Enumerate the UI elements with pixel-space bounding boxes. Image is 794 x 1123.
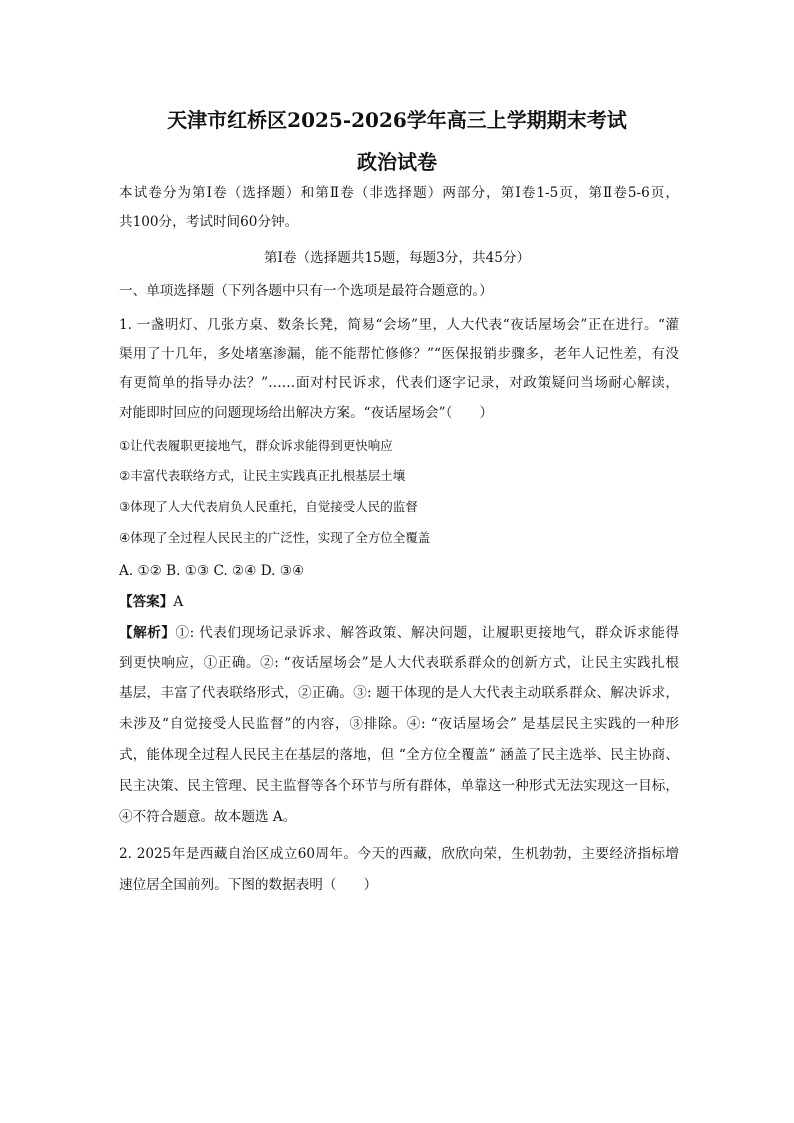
q1-stem-line-4: 对能即时回应的问题现场给出解决方案。“夜话屋场会”（ ） xyxy=(119,405,494,421)
analysis-label: 【解析】 xyxy=(119,625,176,641)
q1-option-3: ③体现了人大代表肩负人民重托，自觉接受人民的监督 xyxy=(119,499,418,514)
answer-value: A xyxy=(173,594,184,610)
q1-analysis-line-4: 未涉及“自觉接受人民监督”的内容，③排除。④: “夜话屋场会” 是基层民主实践的一种形 xyxy=(119,716,679,732)
q1-analysis-line-7: ④不符合题意。故本题选 A。 xyxy=(119,809,297,825)
q1-analysis-line-3: 基层，丰富了代表联络形式，②正确。③: 题干体现的是人大代表主动联系群众、解决诉求， xyxy=(119,685,679,701)
q1-stem-line-2: 渠用了十几年，多处堵塞渗漏，能不能帮忙修修？”“医保报销步骤多，老年人记性差，有没 xyxy=(119,346,679,362)
exam-subtitle: 政治试卷 xyxy=(357,150,437,174)
q1-answer xyxy=(119,593,679,611)
q2-stem-line-1: 2. 2025年是西藏自治区成立60周年。今天的西藏，欣欣向荣，生机勃勃，主要经济指标增 xyxy=(119,846,679,862)
q1-stem-line-3: 有更简单的指导办法？”……面对村民诉求，代表们逐字记录，对政策疑问当场耐心解读， xyxy=(119,375,679,391)
q1-analysis-line-6: 民主决策、民主管理、民主监督等各个环节与所有群体，单靠这一种形式无法实现这一目标， xyxy=(119,778,679,794)
q1-analysis-line-1 xyxy=(119,624,679,642)
analysis-text-1: ①: 代表们现场记录诉求、解答政策、解决问题，让履职更接地气，群众诉求能得 xyxy=(175,625,680,641)
q2-stem-line-2: 速位居全国前列。下图的数据表明（ ） xyxy=(119,877,378,893)
q1-option-4: ④体现了全过程人民民主的广泛性，实现了全方位全覆盖 xyxy=(119,530,431,545)
q1-option-2: ②丰富代表联络方式，让民主实践真正扎根基层土壤 xyxy=(119,468,406,483)
q1-analysis-line-2: 到更快响应，①正确。②: “夜话屋场会”是人大代表联系群众的创新方式，让民主实践扎根 xyxy=(119,655,679,671)
q1-choices: A. ①② B. ①③ C. ②④ D. ③④ xyxy=(119,563,305,579)
q1-stem-line-1: 1. 一盏明灯、几张方桌、数条长凳，简易“会场”里，人大代表“夜话屋场会”正在进行。“灌 xyxy=(119,317,679,333)
exam-title: 天津市红桥区2025-2026学年高三上学期期末考试 xyxy=(167,108,627,132)
intro-line-1: 本试卷分为第Ⅰ卷（选择题）和第Ⅱ卷（非选择题）两部分，第Ⅰ卷1-5页，第Ⅱ卷5-6页， xyxy=(119,185,679,201)
answer-label: 【答案】 xyxy=(119,594,174,610)
intro-line-2: 共100分，考试时间60分钟。 xyxy=(119,214,299,230)
part-heading: 一、单项选择题（下列各题中只有一个选项是最符合题意的。） xyxy=(119,283,493,299)
q1-option-1: ①让代表履职更接地气，群众诉求能得到更快响应 xyxy=(119,438,393,453)
section-heading: 第Ⅰ卷（选择题共15题，每题3分，共45分） xyxy=(263,250,531,266)
q1-analysis-line-5: 式，能体现全过程人民民主在基层的落地，但 “全方位全覆盖” 涵盖了民主选举、民主协商、 xyxy=(119,747,679,763)
